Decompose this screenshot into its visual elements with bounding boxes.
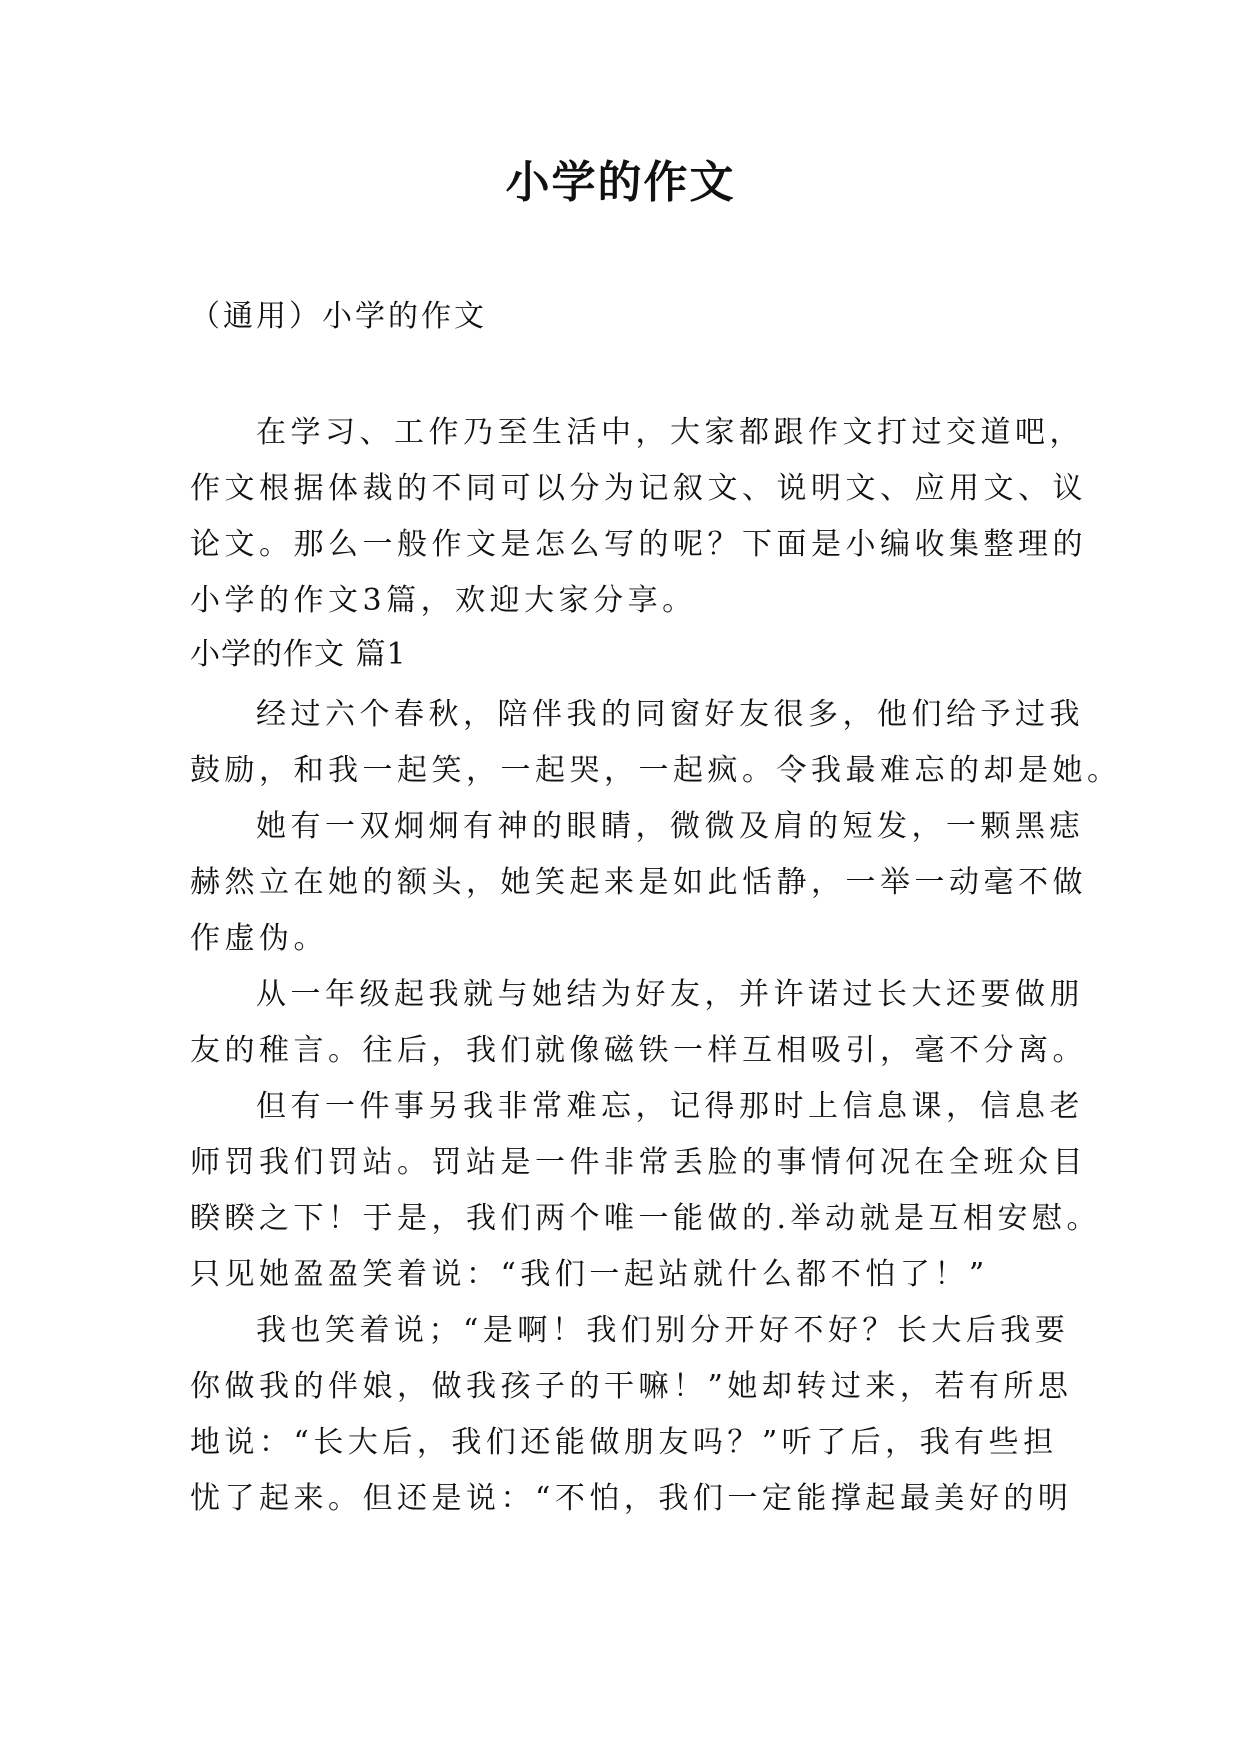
paragraph-line: 作文根据体裁的不同可以分为记叙文、说明文、应用文、议 (190, 471, 1087, 506)
paragraph-line: 论文。那么一般作文是怎么写的呢？下面是小编收集整理的 (190, 527, 1087, 562)
document-subtitle: （通用）小学的作文 (190, 299, 487, 334)
paragraph-line: 师罚我们罚站。罚站是一件非常丢脸的事情何况在全班众目 (190, 1145, 1087, 1180)
paragraph-line: 从一年级起我就与她结为好友，并许诺过长大还要做朋 (256, 977, 1084, 1012)
paragraph-line: 友的稚言。往后，我们就像磁铁一样互相吸引，毫不分离。 (190, 1033, 1087, 1068)
paragraph-line: 鼓励，和我一起笑，一起哭，一起疯。令我最难忘的却是她。 (190, 753, 1122, 788)
paragraph-line: 小学的作文3篇，欢迎大家分享。 (190, 583, 697, 618)
paragraph-line: 你做我的伴娘，做我孩子的干嘛！”她却转过来，若有所思 (190, 1369, 1073, 1404)
document-title: 小学的作文 (505, 157, 736, 208)
paragraph-line: 地说：“长大后，我们还能做朋友吗？”听了后，我有些担 (190, 1425, 1058, 1460)
paragraph-line: 她有一双炯炯有神的眼睛，微微及肩的短发，一颗黑痣 (256, 809, 1084, 844)
paragraph-line: 睽睽之下！于是，我们两个唯一能做的.举动就是互相安慰。 (190, 1201, 1102, 1236)
paragraph-line: 我也笑着说；“是啊！我们别分开好不好？长大后我要 (256, 1313, 1070, 1348)
paragraph-line: 在学习、工作乃至生活中，大家都跟作文打过交道吧， (256, 415, 1084, 450)
paragraph-line: 经过六个春秋，陪伴我的同窗好友很多，他们给予过我 (256, 697, 1084, 732)
document-body (190, 405, 1122, 1527)
paragraph-line: 忧了起来。但还是说：“不怕，我们一定能撑起最美好的明 (190, 1481, 1073, 1516)
section-heading: 小学的作文 篇1 (190, 637, 407, 672)
paragraph-line: 只见她盈盈笑着说：“我们一起站就什么都不怕了！” (190, 1257, 989, 1292)
paragraph-line: 作虚伪。 (190, 921, 328, 956)
paragraph-line: 但有一件事另我非常难忘，记得那时上信息课，信息老 (256, 1089, 1084, 1124)
paragraph-line: 赫然立在她的额头，她笑起来是如此恬静，一举一动毫不做 (190, 865, 1087, 900)
